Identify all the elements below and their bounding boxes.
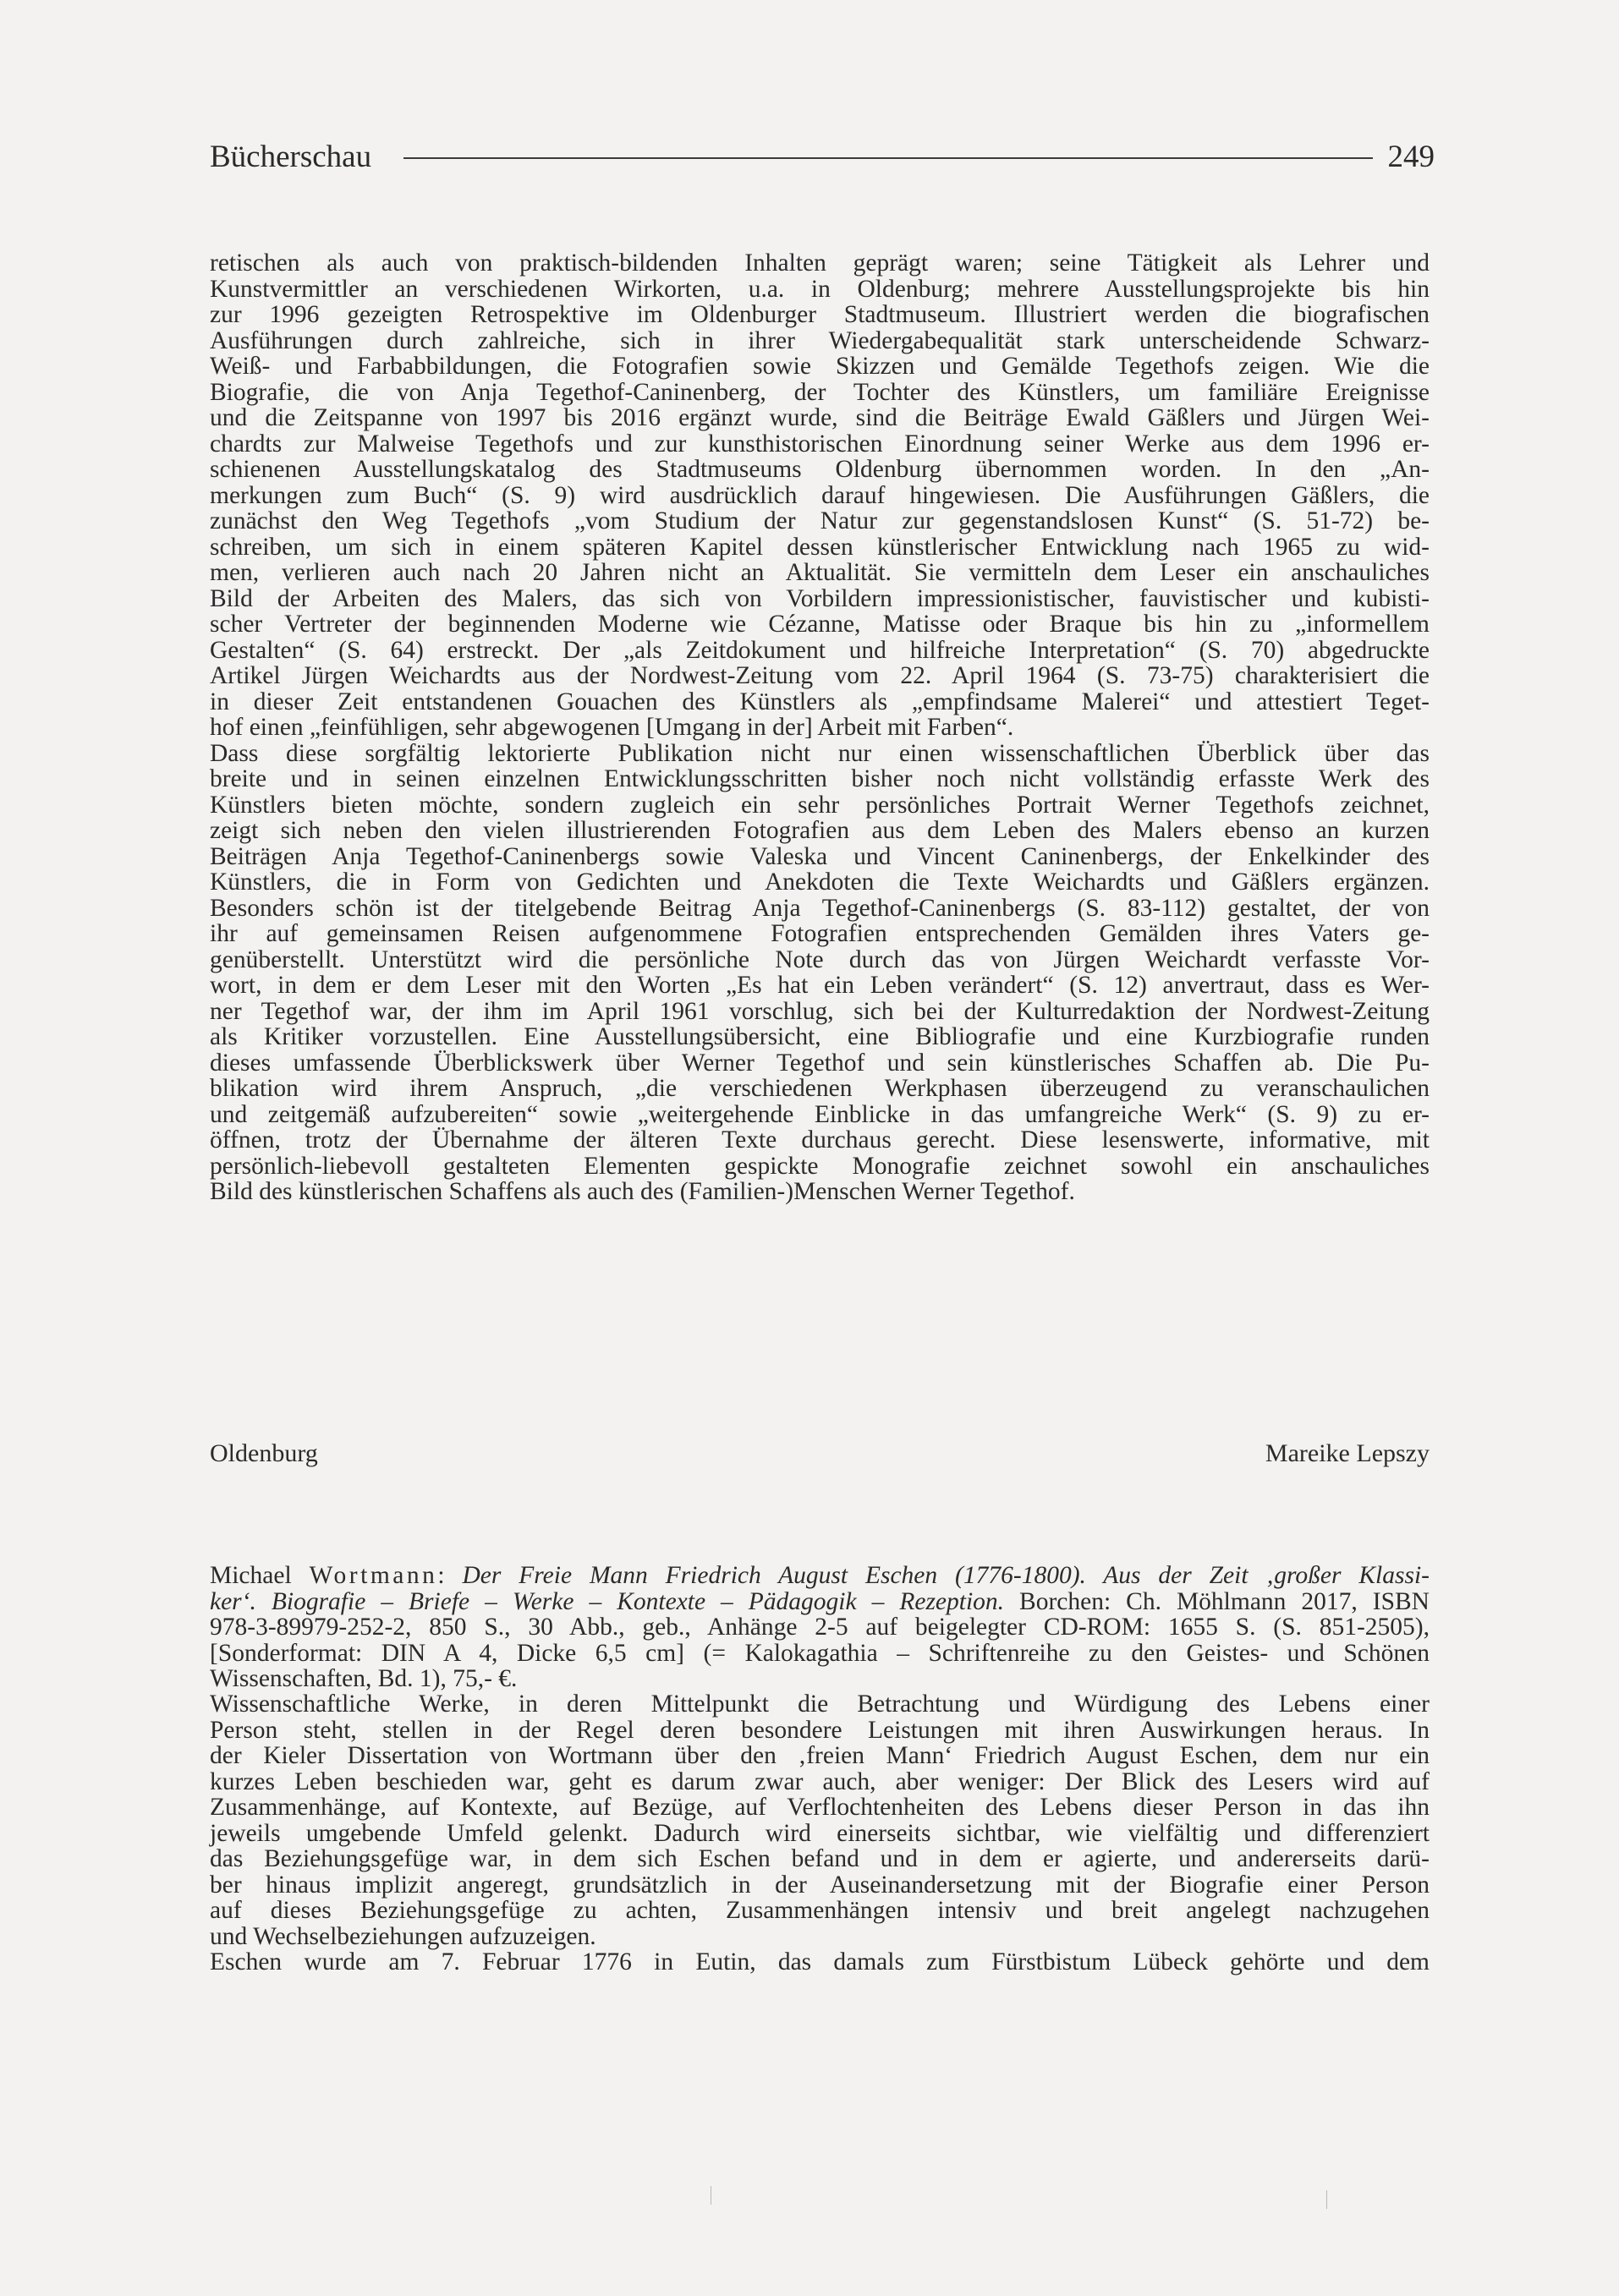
text-line: auf dieses Beziehungsgefüge zu achten, Zusammenhängen intensiv und breit angelegt nachzugehen xyxy=(210,1897,1430,1924)
text-line: wort, in dem er dem Leser mit den Worten „Es hat ein Leben verändert“ (S. 12) anvertraut, dass es Wer- xyxy=(210,972,1430,999)
text-line: Künstlers, die in Form von Gedichten und Anekdoten die Texte Weichardts und Gäßlers ergänzen. xyxy=(210,869,1430,896)
text-line: retischen als auch von praktisch-bildenden Inhalten geprägt waren; seine Tätigkeit als Lehrer und xyxy=(210,249,1430,277)
text-line: zunächst den Weg Tegethofs „vom Studium der Natur zur gegenstandslosen Kunst“ (S. 51-72) be- xyxy=(210,507,1430,534)
text-line: und zeitgemäß aufzubereiten“ sowie „weitergehende Einblicke in das umfangreiche Werk“ (S. 9) zu er- xyxy=(210,1100,1430,1128)
text-line: persönlich-liebevoll gestalteten Elementen gespickte Monografie zeichnet sowohl ein anschauliches xyxy=(210,1152,1430,1180)
text-line: als Kritiker vorzustellen. Eine Ausstellungsübersicht, eine Bibliografie und eine Kurzbiografie runden xyxy=(210,1023,1430,1050)
text-line: Besonders schön ist der titelgebende Beitrag Anja Tegethof-Caninenbergs (S. 83-112) gestaltet, der von xyxy=(210,894,1430,922)
text-line: Wissenschaftliche Werke, in deren Mittelpunkt die Betrachtung und Würdigung des Lebens einer xyxy=(210,1690,1430,1718)
text-line: jeweils umgebende Umfeld gelenkt. Dadurch wird einerseits sichtbar, wie vielfältig und differenziert xyxy=(210,1819,1430,1847)
section-title: Bücherschau xyxy=(210,139,372,174)
text-line: zur 1996 gezeigten Retrospektive im Oldenburger Stadtmuseum. Illustriert werden die biografischen xyxy=(210,301,1430,328)
book-subtitle: ker‘. Biografie – Briefe – Werke – Kontexte – Pädagogik – Rezeption. xyxy=(210,1587,1005,1615)
text-line: zeigt sich neben den vielen illustrierenden Fotografien aus dem Leben des Malers ebenso an kurzen xyxy=(210,817,1430,844)
text-line: in dieser Zeit entstandenen Gouachen des Künstlers als „empfindsame Malerei“ und attestiert Teget- xyxy=(210,688,1430,715)
biblio-line: [Sonderformat: DIN A 4, Dicke 6,5 cm] (= Kalokagathia – Schriftenreihe zu den Geistes- und Schönen xyxy=(210,1639,1430,1667)
review2-body xyxy=(210,1691,1430,1975)
text-line: Gestalten“ (S. 64) erstreckt. Der „als Zeitdokument und hilfreiche Interpretation“ (S. 70) abgedruckte xyxy=(210,636,1430,664)
author-first-name: Michael xyxy=(210,1562,292,1589)
text-line: der Kieler Dissertation von Wortmann über den ‚freien Mann‘ Friedrich August Eschen, dem nur ein xyxy=(210,1742,1430,1769)
text-line: Zusammenhänge, auf Kontexte, auf Bezüge, auf Verflochtenheiten des Lebens dieser Person in das ihn xyxy=(210,1794,1430,1821)
publisher-info: Borchen: Ch. Möhlmann 2017, ISBN xyxy=(1019,1587,1430,1615)
scan-artifact xyxy=(1326,2190,1327,2209)
text-line: hof einen „feinfühligen, sehr abgewogenen [Umgang in der] Arbeit mit Farben“. xyxy=(210,714,1014,741)
biblio-line: Wissenschaften, Bd. 1), 75,- €. xyxy=(210,1665,518,1692)
text-line: Person steht, stellen in der Regel deren besondere Leistungen mit ihren Auswirkungen heraus. In xyxy=(210,1716,1430,1744)
biblio-line: Michael Wortmann: Der Freie Mann Friedrich August Eschen (1776-1800). Aus der Zeit ‚großer Klassi- xyxy=(210,1562,1430,1589)
text-line: kurzes Leben beschieden war, geht es darum zwar auch, aber weniger: Der Blick des Lesers wird auf xyxy=(210,1767,1430,1795)
text-line: breite und in seinen einzelnen Entwicklungsschritten bisher noch nicht vollständig erfasste Werk des xyxy=(210,765,1430,792)
review1-body xyxy=(210,250,1430,1205)
text-line: men, verlieren auch nach 20 Jahren nicht an Aktualität. Sie vermitteln dem Leser ein anschauliches xyxy=(210,559,1430,586)
review1-signature xyxy=(210,1439,1430,1470)
header-rule xyxy=(403,157,1372,159)
text-line: und Wechselbeziehungen aufzuzeigen. xyxy=(210,1922,596,1950)
text-line: scher Vertreter der beginnenden Moderne wie Cézanne, Matisse oder Braque bis hin zu „informellem xyxy=(210,611,1430,638)
text-line: chardts zur Malweise Tegethofs und zur kunsthistorischen Einordnung seiner Werke aus dem 1996 er- xyxy=(210,430,1430,458)
text-line: Künstlers bieten möchte, sondern zugleich ein sehr persönliches Portrait Werner Tegethofs zeichnet, xyxy=(210,791,1430,819)
text-line: ner Tegethof war, der ihm im April 1961 vorschlug, sich bei der Kulturredaktion der Nordwest-Zeitung xyxy=(210,997,1430,1025)
text-line: ber hinaus implizit angeregt, grundsätzlich in der Auseinandersetzung mit der Biografie einer Person xyxy=(210,1871,1430,1899)
text-line: ihr auf gemeinsamen Reisen aufgenommene Fotografien entsprechenden Gemälden ihres Vaters ge- xyxy=(210,920,1430,947)
text-line: Artikel Jürgen Weichardts aus der Nordwest-Zeitung vom 22. April 1964 (S. 73-75) charakterisiert die xyxy=(210,662,1430,689)
review2-bibliography xyxy=(210,1563,1430,1692)
book-title: Der Freie Mann Friedrich August Eschen (1776-1800). Aus der Zeit ‚großer Klassi- xyxy=(462,1562,1430,1589)
text-line: Bild des künstlerischen Schaffens als auch des (Familien-)Menschen Werner Tegethof. xyxy=(210,1178,1075,1205)
text-line: genüberstellt. Unterstützt wird die persönliche Note durch das von Jürgen Weichardt verfasste Vor- xyxy=(210,945,1430,973)
biblio-line: 978-3-89979-252-2, 850 S., 30 Abb., geb., Anhänge 2-5 auf beigelegter CD-ROM: 1655 S. (S. 851-2505), xyxy=(210,1614,1430,1641)
text-line: Weiß- und Farbabbildungen, die Fotografien sowie Skizzen und Gemälde Tegethofs zeigen. Wie die xyxy=(210,353,1430,380)
place: Oldenburg xyxy=(210,1439,318,1467)
text-line: merkungen zum Buch“ (S. 9) wird ausdrücklich darauf hingewiesen. Die Ausführungen Gäßlers, die xyxy=(210,481,1430,509)
text-line: dieses umfassende Überblickswerk über Werner Tegethof und sein künstlerisches Schaffen ab. Die Pu- xyxy=(210,1049,1430,1077)
text-line: und die Zeitspanne von 1997 bis 2016 ergänzt wurde, sind die Beiträge Ewald Gäßlers und Jürgen Wei- xyxy=(210,404,1430,431)
text-line: Beiträgen Anja Tegethof-Caninenbergs sowie Valeska und Vincent Caninenbergs, der Enkelkinder des xyxy=(210,842,1430,870)
page-number: 249 xyxy=(1387,139,1435,174)
text-line: Eschen wurde am 7. Februar 1776 in Eutin, das damals zum Fürstbistum Lübeck gehörte und dem xyxy=(210,1948,1430,1975)
author-last-name: Wortmann xyxy=(309,1562,438,1589)
biblio-line xyxy=(210,1589,1430,1615)
text-line: Kunstvermittler an verschiedenen Wirkorten, u.a. in Oldenburg; mehrere Ausstellungsprojekte bis hin xyxy=(210,275,1430,303)
text-line: blikation wird ihrem Anspruch, „die verschiedenen Werkphasen überzeugend zu veranschaulichen xyxy=(210,1075,1430,1102)
reviewer-name: Mareike Lepszy xyxy=(1265,1439,1430,1467)
text-line: öffnen, trotz der Übernahme der älteren Texte durchaus gerecht. Diese lesenswerte, informative, mit xyxy=(210,1126,1430,1153)
running-head xyxy=(210,135,1435,178)
text-line: Bild der Arbeiten des Malers, das sich von Vorbildern impressionistischer, fauvistischer und kubisti- xyxy=(210,584,1430,612)
text-line: Ausführungen durch zahlreiche, sich in ihrer Wiedergabequalität stark unterscheidende Schwarz- xyxy=(210,326,1430,354)
text-line: Dass diese sorgfältig lektorierte Publikation nicht nur einen wissenschaftlichen Überblick über das xyxy=(210,739,1430,767)
text-line: Biografie, die von Anja Tegethof-Caninenberg, der Tochter des Künstlers, um familiäre Ereignisse xyxy=(210,378,1430,406)
text-line: das Beziehungsgefüge war, in dem sich Eschen befand und in dem er agierte, und andererseits darü- xyxy=(210,1845,1430,1872)
text-line: schienenen Ausstellungskatalog des Stadtmuseums Oldenburg übernommen worden. In den „An- xyxy=(210,456,1430,483)
text-line: schreiben, um sich in einem späteren Kapitel dessen künstlerischer Entwicklung nach 1965 zu wid- xyxy=(210,533,1430,561)
